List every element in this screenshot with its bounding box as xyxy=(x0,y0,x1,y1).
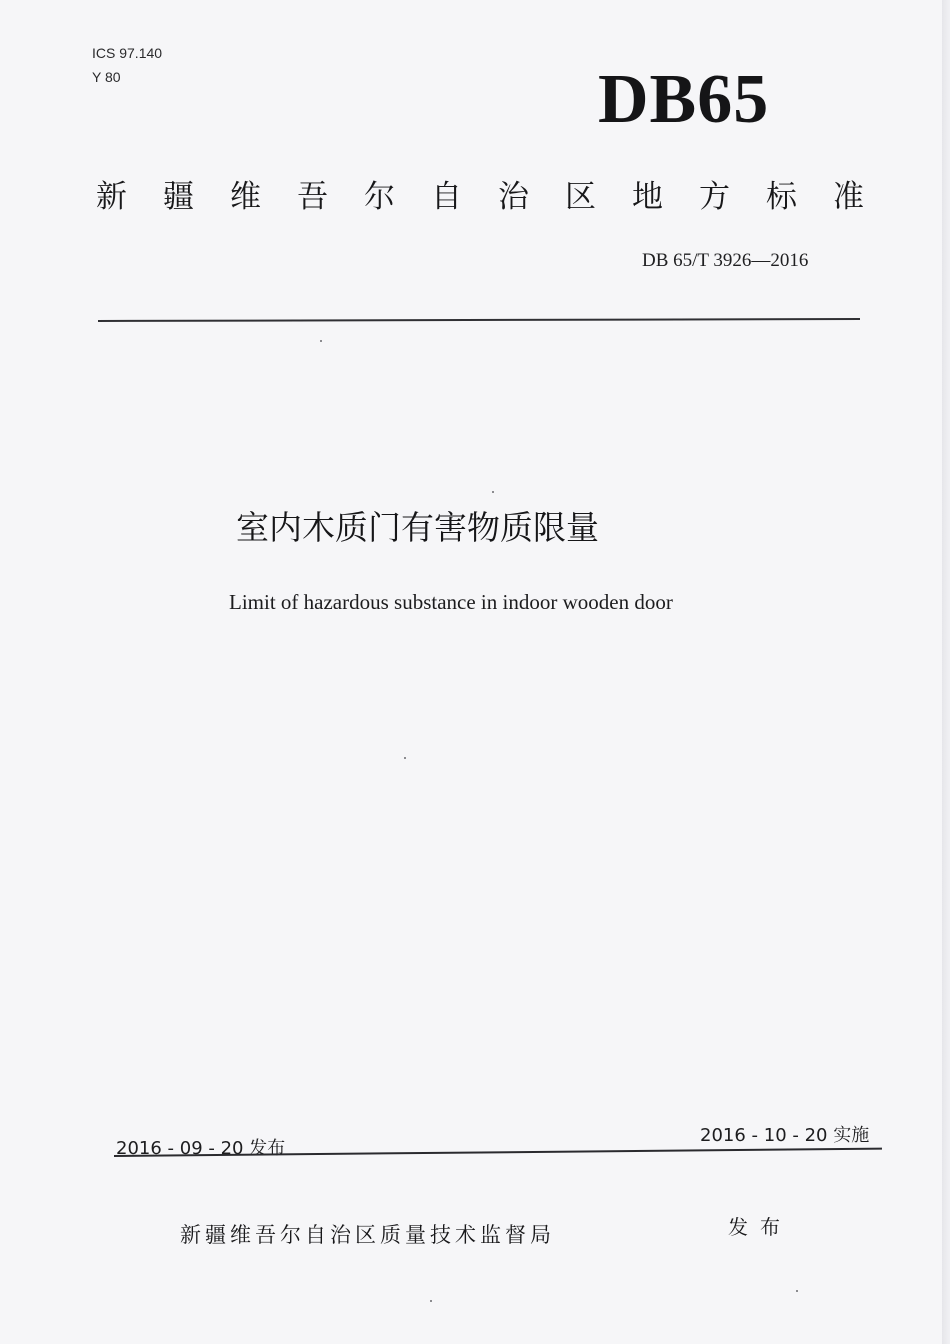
title-chinese: 室内木质门有害物质限量 xyxy=(236,508,599,547)
scan-speck xyxy=(404,757,406,759)
implementation-date: 2016 - 10 - 20 实施 xyxy=(700,1125,870,1146)
publisher-name: 新疆维吾尔自治区质量技术监督局 xyxy=(180,1223,555,1247)
publish-label: 发布 xyxy=(728,1215,792,1239)
scan-speck xyxy=(320,340,322,342)
scan-speck xyxy=(492,491,494,493)
scan-speck xyxy=(430,1300,432,1302)
standard-code-logo: DB65 xyxy=(598,61,770,138)
standard-type-heading: 新疆维吾尔自治区地方标准 xyxy=(96,179,900,215)
issue-date: 2016 - 09 - 20 发布 xyxy=(116,1138,286,1159)
title-english: Limit of hazardous substance in indoor wooden door xyxy=(229,590,673,614)
scan-edge xyxy=(942,0,950,1344)
scan-speck xyxy=(796,1290,798,1292)
ics-code: ICS 97.140 xyxy=(92,45,163,61)
header-divider xyxy=(98,318,860,322)
standard-number: DB 65/T 3926—2016 xyxy=(642,250,809,271)
ccs-code: Y 80 xyxy=(92,69,121,85)
classification-codes xyxy=(92,41,162,89)
